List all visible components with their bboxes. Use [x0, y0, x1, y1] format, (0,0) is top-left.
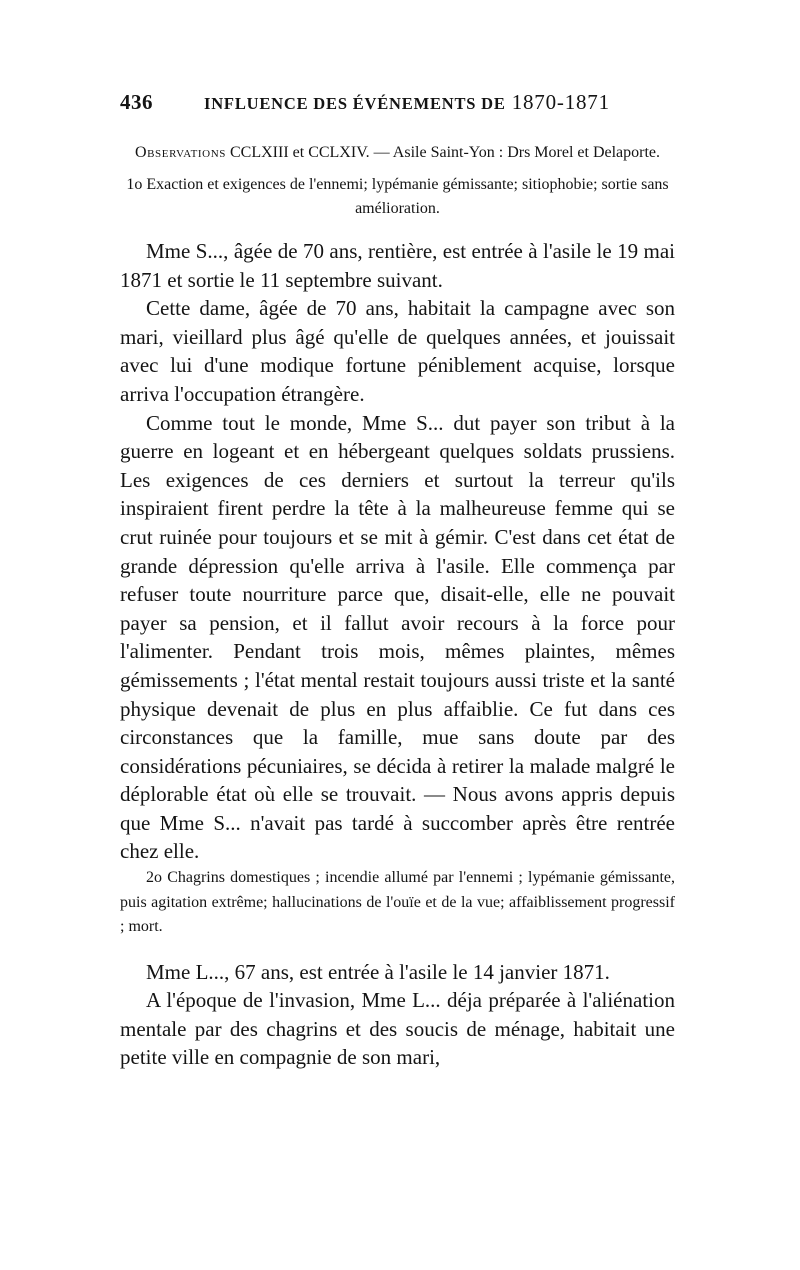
- page-number: 436: [120, 90, 153, 114]
- observation-heading: [120, 140, 675, 165]
- case-1-paragraph-3: Comme tout le monde, Mme S... dut payer son tribut à la guerre en logeant et en hébergeant quelques soldats prussiens. Les exigences de ces derniers et surtout la terreur qu'ils inspiraient firent perdre la tête à la malheureuse femme qui se crut ruinée pour toujours et se mit à gémir. C'est dans cet état de grande dépression qu'elle arriva à l'asile. Elle commença par refuser toute nourriture parce que, disait-elle, elle ne pouvait payer sa pension, et il fallut avoir recours à la force pour l'alimenter. Pendant trois mois, mêmes plaintes, mêmes gémissements ; l'état mental restait toujours aussi triste et la santé physique devenait de plus en plus affaiblie. Ce fut dans ces circonstances que la famille, mue sans doute par des considérations pécuniaires, se décida à retirer la malade malgré le déplorable état où elle se trouvait. — Nous avons appris depuis que Mme S... n'avait pas tardé à succomber après être rentrée chez elle.: [120, 410, 675, 864]
- book-page: [120, 90, 675, 1072]
- case-2-paragraph-1: Mme L..., 67 ans, est entrée à l'asile le 14 janvier 1871.: [146, 959, 610, 984]
- observation-label: Observations: [134, 144, 226, 161]
- case-1-paragraph-1: Mme S..., âgée de 70 ans, rentière, est entrée à l'asile le 19 mai 1871 et sortie le 11 septembre suivant.: [120, 239, 675, 292]
- case-1-paragraph-2: Cette dame, âgée de 70 ans, habitait la campagne avec son mari, vieillard plus âgé qu'elle de quelques années, et jouissait avec lui d'une modique fortune péniblement acquise, lorsque arriva l'occupation étrangère.: [120, 296, 675, 406]
- running-head: [120, 90, 675, 122]
- observation-heading-text: CCLXIII et CCLXIV. — Asile Saint-Yon : Drs Morel et Delaporte.: [229, 144, 661, 161]
- case-1-summary: 1o Exaction et exigences de l'ennemi; lypémanie gémissante; sitiophobie; sortie sans amélioration.: [126, 176, 669, 217]
- running-title: [204, 90, 610, 115]
- running-title-text: INFLUENCE DES ÉVÉNEMENTS DE: [204, 94, 506, 113]
- running-title-years: 1870-1871: [511, 90, 610, 114]
- case-2-summary: 2o Chagrins domestiques ; incendie allumé par l'ennemi ; lypémanie gémissante, puis agitation extrême; hallucinations de l'ouïe et de la vue; affaiblissement progressif ; mort.: [120, 869, 675, 936]
- case-2-paragraph-2: A l'époque de l'invasion, Mme L... déja préparée à l'aliénation mentale par des chagrins et des soucis de ménage, habitait une petite ville en compagnie de son mari,: [120, 988, 675, 1070]
